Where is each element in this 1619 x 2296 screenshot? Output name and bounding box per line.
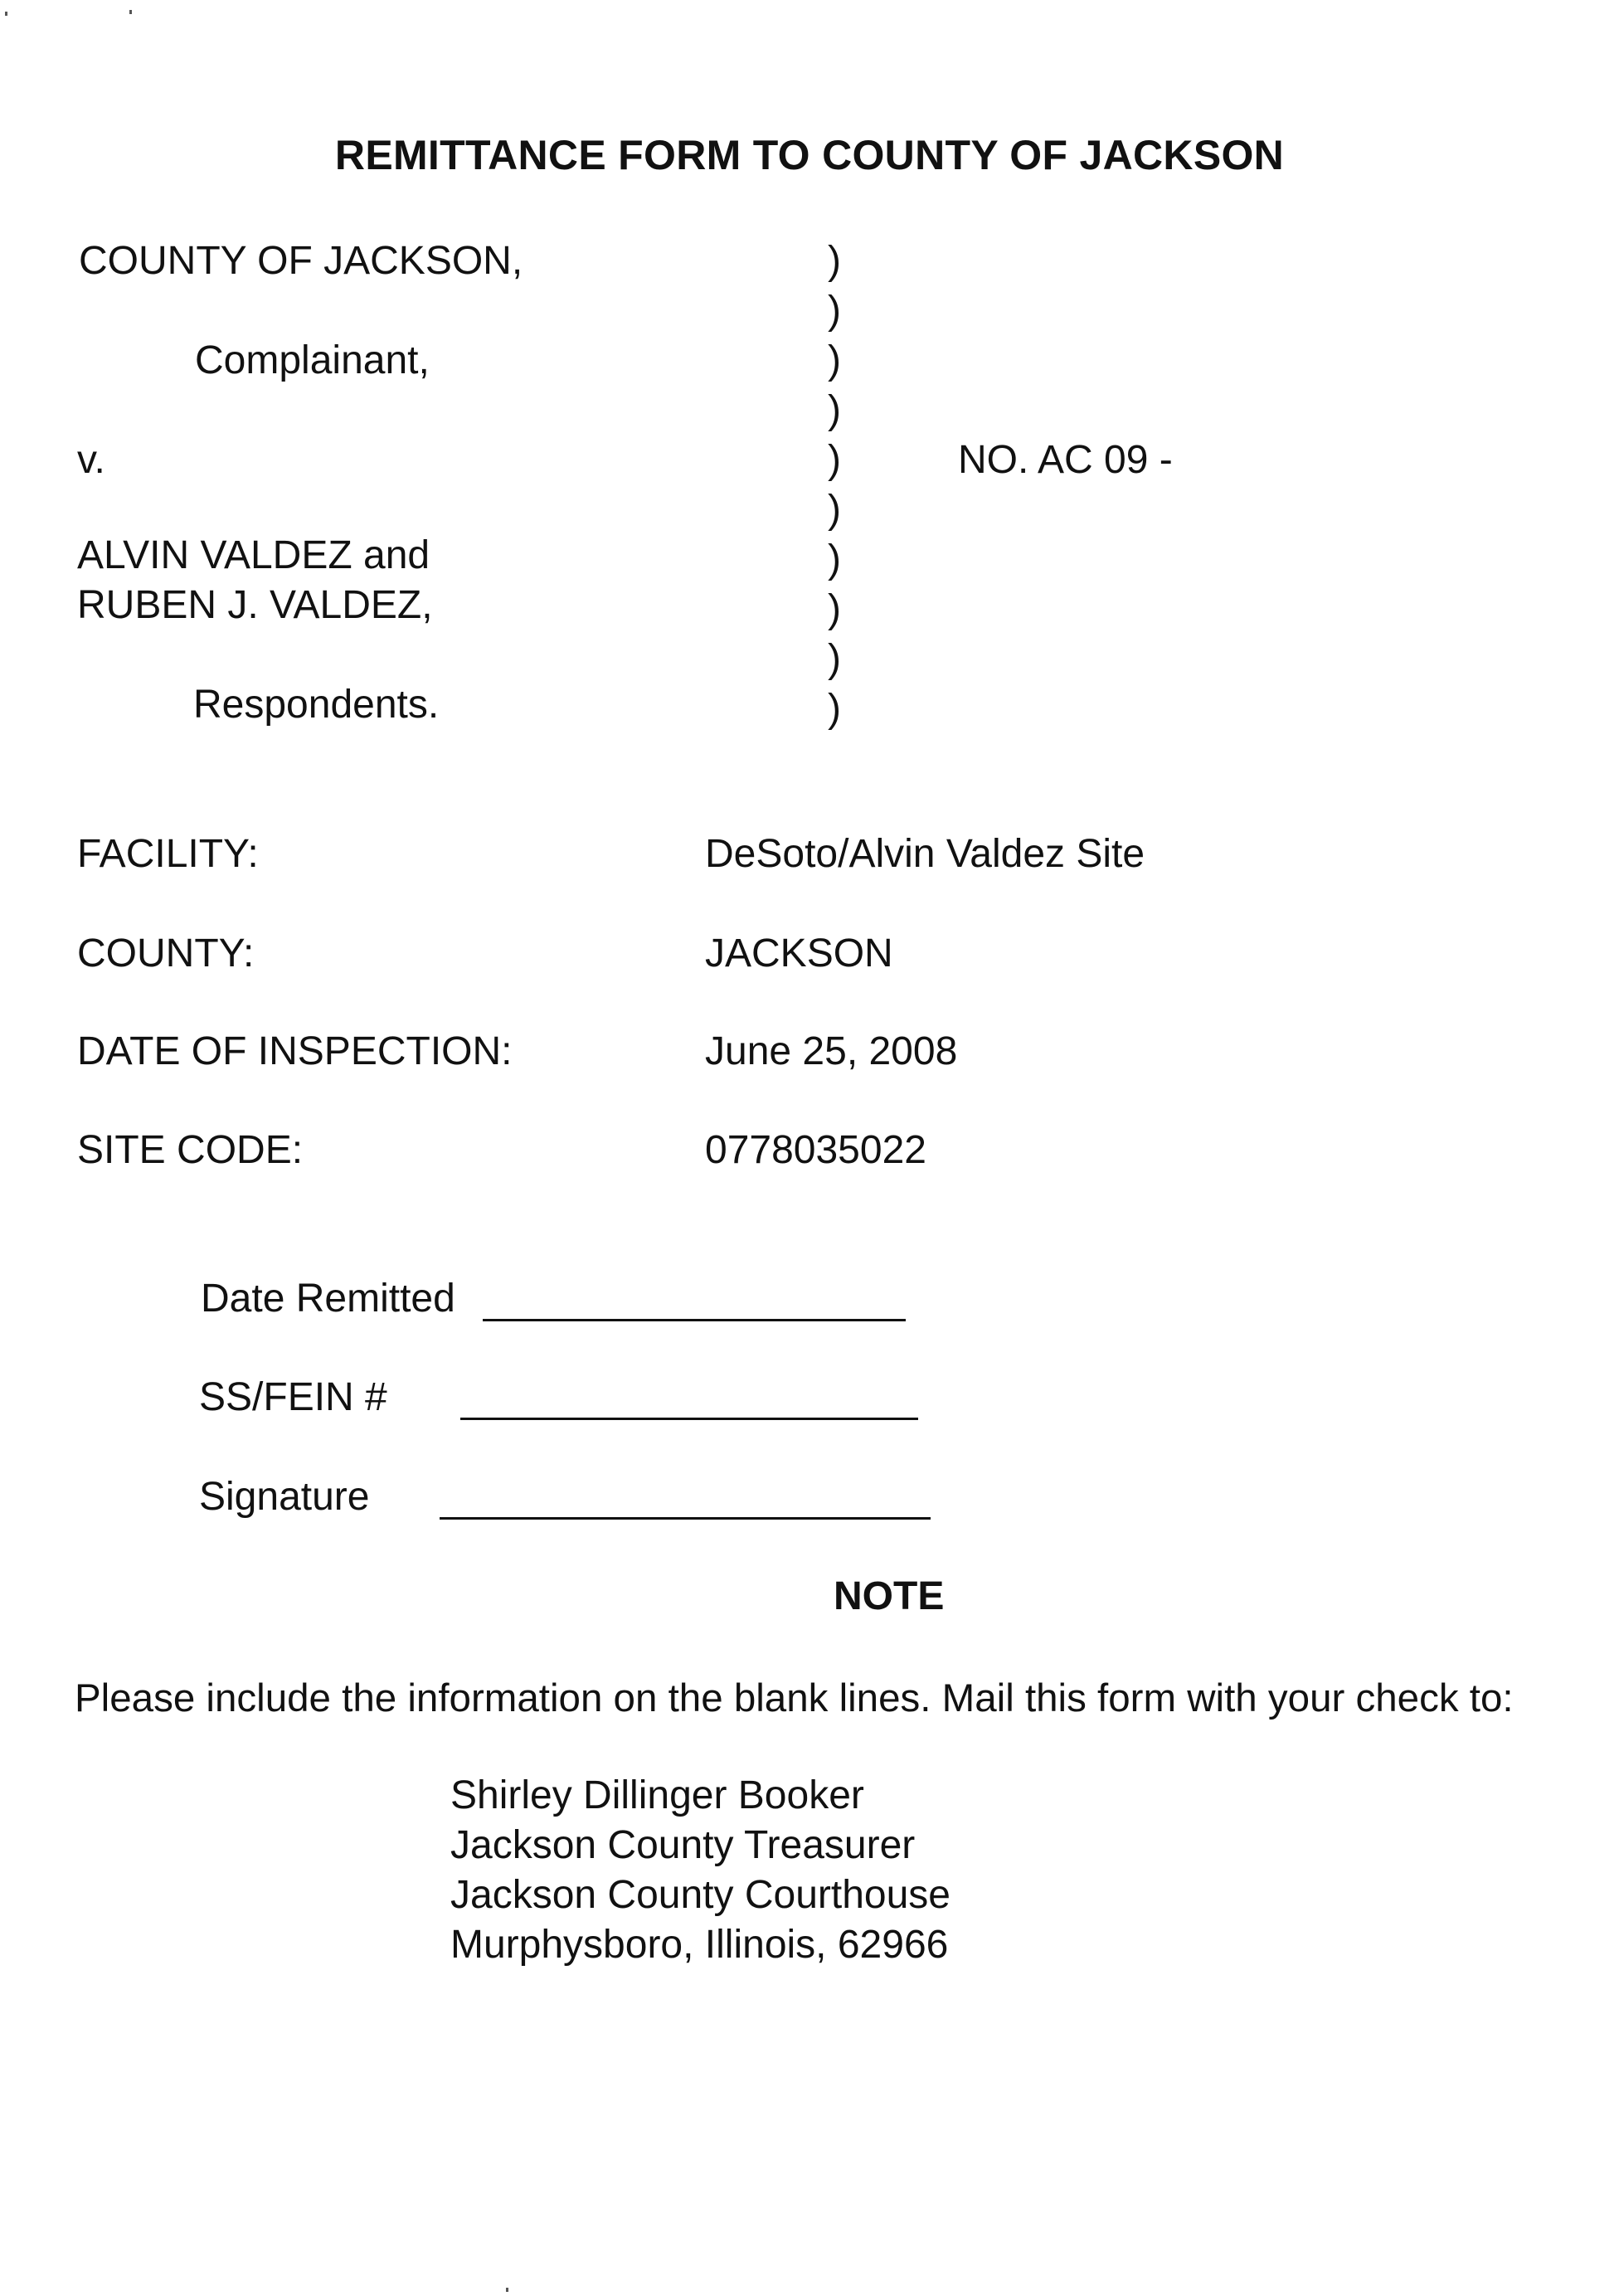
site-code-label: SITE CODE: [77, 1128, 304, 1172]
caption-parentheses [828, 236, 841, 734]
signature-line[interactable] [440, 1517, 931, 1520]
ss-fein-line[interactable] [460, 1418, 918, 1420]
case-number: NO. AC 09 - [958, 438, 1173, 482]
address-line-1: Shirley Dillinger Booker [450, 1773, 864, 1817]
paren: ) [828, 438, 841, 482]
paren: ) [828, 338, 841, 382]
address-line-2: Jackson County Treasurer [450, 1823, 916, 1867]
ss-fein-label: SS/FEIN # [199, 1375, 387, 1419]
page-title: REMITTANCE FORM TO COUNTY OF JACKSON [334, 132, 1285, 178]
facility-label: FACILITY: [77, 832, 259, 876]
plaintiff-name: COUNTY OF JACKSON, [79, 239, 523, 283]
paren: ) [828, 538, 841, 581]
paren: ) [828, 488, 841, 532]
note-heading: NOTE [834, 1574, 945, 1618]
paren: ) [828, 637, 841, 681]
scan-speck [5, 12, 7, 16]
respondent-role: Respondents. [193, 683, 440, 727]
inspection-date-value: June 25, 2008 [705, 1029, 958, 1073]
paren: ) [828, 388, 841, 432]
paren: ) [828, 289, 841, 333]
paren: ) [828, 687, 841, 731]
paren: ) [828, 587, 841, 631]
plaintiff-role: Complainant, [195, 338, 430, 382]
date-remitted-line[interactable] [483, 1319, 906, 1321]
facility-value: DeSoto/Alvin Valdez Site [705, 832, 1145, 876]
scan-speck [506, 2288, 508, 2292]
address-line-3: Jackson County Courthouse [450, 1873, 950, 1917]
site-code-value: 0778035022 [705, 1128, 926, 1172]
scan-speck [129, 10, 132, 14]
paren: ) [828, 239, 841, 283]
versus: v. [77, 438, 105, 482]
respondent-line-1: ALVIN VALDEZ and [77, 533, 430, 577]
county-value: JACKSON [705, 932, 893, 975]
date-remitted-label: Date Remitted [201, 1277, 455, 1321]
county-label: COUNTY: [77, 932, 255, 975]
respondent-line-2: RUBEN J. VALDEZ, [77, 583, 433, 627]
signature-label: Signature [199, 1475, 370, 1519]
address-line-4: Murphysboro, Illinois, 62966 [450, 1923, 949, 1967]
note-instructions: Please include the information on the blank lines. Mail this form with your check to: [75, 1676, 1514, 1720]
inspection-date-label: DATE OF INSPECTION: [77, 1029, 513, 1073]
